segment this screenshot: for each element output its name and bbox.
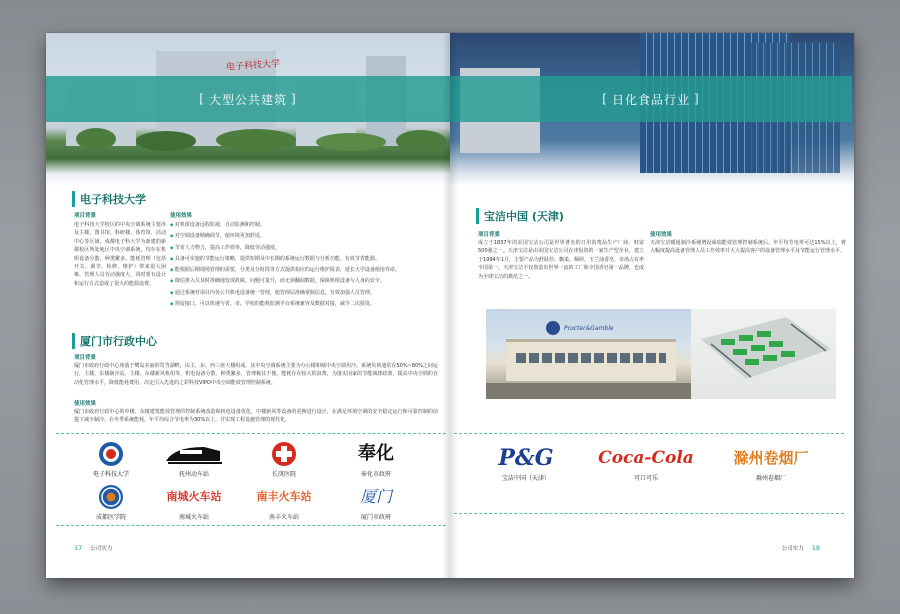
logo-pg: P&G 宝洁中国（天津） [498,445,554,482]
logo-fenghua-gov: 奉化 奉化市政府 [336,441,416,478]
list-item: ◆ 具备可实施的节能运行策略，提供短期及中长期的系统运行数据与分析功能，有效节省能源。 [170,254,445,265]
uestc-emblem-icon [98,441,124,467]
hospital-cross-icon [271,441,297,467]
logo-coca-cola: Coca-Cola 可口可乐 [598,448,694,482]
logo-uestc: 电子科技大学 [71,441,151,478]
list-item: ◆ 微信推入员及时准确地发现故障，问题可量升，而无须翻阅数据，保障机组设备与人身的安全。 [170,276,445,287]
effect-text-pg: 天津宝洁暖通制冷系统增设威瑞能效管理控制系统后，年平均节电率可达15%以上，将大幅度提高设备管理人员工作效率并大大提高客户的设备管理水平及节能运行管理水平。 [650,240,846,255]
building-sign: Procter&Gamble [564,325,614,332]
university-sign: 电子科技大学 [225,59,281,73]
bg-label-uestc: 项目背景 [74,213,97,219]
section-title-uestc: 电子科技大学 [72,191,182,207]
section-title-xiamen: 厦门市行政中心 [72,333,192,349]
bg-text-pg: 成立于1837年的美国宝洁公司是世界著名的日用消费品生产厂商，财富500强之一。天津宝洁是由美国宝洁公司在津投资的一家生产型企业，建立于1994年1月，主要产品为舒肤佳、飘柔、佩婷、玉兰油香皂，市场占有率全国第一。天津宝洁不仅创造出世界一流的工厂和全国香皂第一品牌，也成为全球宝洁的典范之一。 [478,240,644,280]
equipment-3d-render [691,309,836,399]
medical-college-emblem-icon [98,484,124,510]
list-item: ◆ 对机组设备远程监视、自动监测和控制。 [170,220,445,231]
effect-label-pg: 使用效果 [650,232,673,238]
effects-list-uestc [170,220,445,310]
effect-label-uestc: 使用效果 [170,213,193,219]
chiller-plant-icon [691,309,836,399]
left-banner: [ 大型公共建筑 ] [46,76,450,122]
fenghua-calligraphy: 奉化 [358,443,394,464]
footer-right: 公司实力 [781,546,804,552]
page-number-left: 17 公司实力 [74,544,113,552]
bg-label-pg: 项目背景 [478,232,501,238]
bg-label-xiamen: 项目背景 [74,355,97,361]
footer-left: 公司实力 [90,546,113,552]
logo-nanfeng-station: 南丰火车站 南丰火车站 [256,490,312,521]
left-page [46,33,450,578]
divider [56,433,446,434]
right-banner-title: 日化食品行业 [611,92,690,107]
logo-fuzhou-station: 抚州动车站 [154,441,234,478]
logo-xiamen-gov: 厦门 厦门市政府 [359,487,392,521]
divider [56,525,446,526]
list-item: ◆ 预留接口，可以快速与省、市、学校的能耗监测平台系统兼容及数据对接，减少二次投资。 [170,299,445,310]
list-item: ◆ 通过系统对项目内各公共机电设备统一管理，使管理层准确掌握信息，有效加强人员管理。 [170,288,445,299]
list-item: ◆ 节省人力物力，提高工作效率，降低劳动强度。 [170,243,445,254]
effect-text-xiamen: 厦门市政府行政中心的中楼、东楼建筑能效管理的控制系统改造和机电设备优化，中楼新风等设备的更换进行设计，在满足环境空调的安全稳定运行和可靠控制的前提下减少制冷、在冬季系统能耗，年平均综合节电率为30%以上，并实现工程设施管理的现代化。 [74,409,438,424]
logo-chengdu-medical: 成都医学院 [71,484,151,521]
pg-factory-photo [486,309,691,399]
section-title-pg: 宝洁中国 (天津) [476,208,576,224]
pg-building-hero-photo [450,33,854,186]
page-number-right: 公司实力 18 [781,544,820,552]
list-item: ◆ 能根据后期现场管理的需要，分类及分时段等方式提供相应的运行维护报表，延长大学设备使用寿命。 [170,265,445,276]
logo-changgeng-hospital: 长庚医院 [244,441,324,478]
bg-text-uestc: 电子科技大学校区的中央空调系统主要涉及主楼、图书馆、科研楼、体育馆、活动中心等区域。成都电子科大学为新建的新都校区所处地区中央空调系统，均存在机组设备分散、种类繁多、能耗管理（包括开关、调节、检修、维护）带来很大困难，管理人员劳动强度大，同时要有设计和运行方式造成了很大的能源浪费。 [74,222,166,287]
divider [454,513,844,514]
brochure-spread [46,33,854,578]
university-hero-photo [46,33,450,186]
bg-text-xiamen: 厦门市政府行政中心座落于鹭岛美丽的筼筜湖畔，由主、东、西三座大楼组成。其中央空调系统主要为办公楼和城中央空调用冷。系统负荷通常在50%~80%之间运行，主楼、东楼制冷站、主楼、东楼新风机组等，机电设备分散、种类繁多，管理极其不便，能耗存在较大的浪费，为落实国家的节能减排政策，提高中央空调的自动化管理水平，降低能耗费用，决定引入先进的之彩科技VIPO中央空调能效管理控制系统。 [74,363,438,386]
right-page [450,33,854,578]
list-item: ◆ 对空调设备精确调节，使环境更加舒适。 [170,231,445,242]
logo-chuzhou-tobacco: 滁州卷烟厂 滁州卷烟厂 [733,449,809,482]
right-banner: [ 日化食品行业 ] [450,76,852,122]
effect-label-xiamen: 使用效果 [74,401,97,407]
logo-nancheng-station: 南城火车站 南城火车站 [166,490,222,521]
left-banner-title: 大型公共建筑 [208,92,287,107]
train-icon [164,441,224,467]
divider [454,433,844,434]
